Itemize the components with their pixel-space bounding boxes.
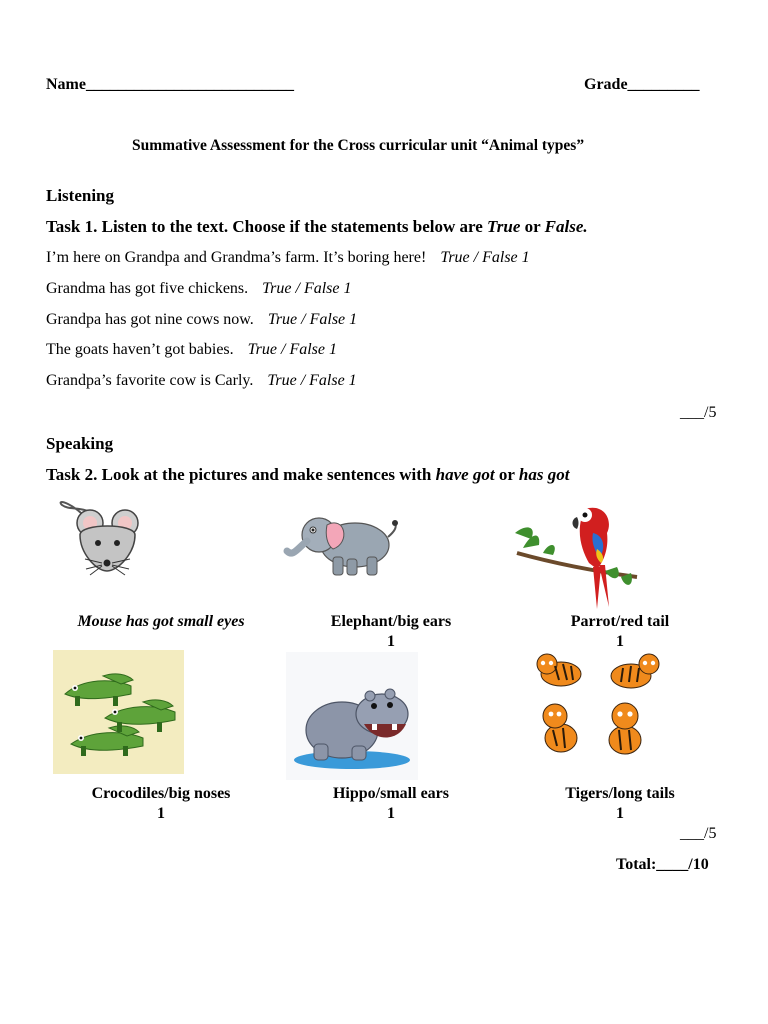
task1-instruction [46,217,588,237]
listening-score: ___/5 [680,404,717,421]
statement-text: Grandpa’s favorite cow is Carly. [46,372,254,389]
listening-heading: Listening [46,186,115,205]
grade-field: Grade_________ [584,76,700,93]
item-label: Tigers/long tails [565,785,675,802]
item-label: Parrot/red tail [570,613,670,630]
total-score: Total:____/10 [616,856,709,873]
true-false-choice: True / False 1 [267,311,358,328]
speaking-item-tigers [505,785,735,823]
speaking-item-elephant [276,613,506,651]
task2-prefix: Task 2. Look at the pictures and make sentences with [46,465,436,484]
task2-instruction [46,465,569,485]
task2-have-got: have got [435,465,495,484]
task1-or: or [520,217,545,236]
statement-text: The goats haven’t got babies. [46,341,234,358]
statement-row [46,280,352,298]
item-points: 1 [387,805,395,822]
statement-text: Grandma has got five chickens. [46,280,249,297]
speaking-item-mouse [46,613,276,633]
speaking-item-parrot [505,613,735,651]
name-field: Name__________________________ [46,76,294,93]
item-points: 1 [616,805,624,822]
elephant-icon [283,505,403,581]
task1-true: True [487,217,521,236]
speaking-item-crocodiles [46,785,276,823]
statement-text: I’m here on Grandpa and Grandma’s farm. It’s boring here! [46,249,427,266]
task1-false: False. [544,217,588,236]
item-label: Elephant/big ears [330,613,452,630]
mouse-icon [50,493,150,581]
parrot-icon [513,493,639,611]
speaking-item-hippo [276,785,506,823]
item-label: Mouse has got small eyes [77,613,245,630]
statement-row [46,249,530,267]
statement-row [46,372,357,390]
task1-prefix: Task 1. Listen to the text. Choose if the statements below are [46,217,488,236]
item-points: 1 [616,633,624,650]
true-false-choice: True / False 1 [262,280,352,297]
statement-text: Grandpa has got nine cows now. [46,311,254,328]
item-label: Hippo/small ears [332,785,449,802]
speaking-heading: Speaking [46,434,114,453]
task2-has-got: has got [518,465,570,484]
true-false-choice: True / False 1 [440,249,530,266]
tigers-icon [533,650,667,762]
true-false-choice: True / False 1 [247,341,337,358]
item-label: Crocodiles/big noses [91,785,231,802]
task2-or: or [494,465,519,484]
item-points: 1 [157,805,165,822]
page-title: Summative Assessment for the Cross curricular unit “Animal types” [132,137,585,154]
item-points: 1 [387,633,395,650]
hippo-icon [286,652,418,780]
true-false-choice: True / False 1 [267,372,357,389]
crocodiles-icon [53,650,184,774]
statement-row [46,311,357,329]
statement-row [46,341,337,359]
speaking-score: ___/5 [680,825,717,842]
